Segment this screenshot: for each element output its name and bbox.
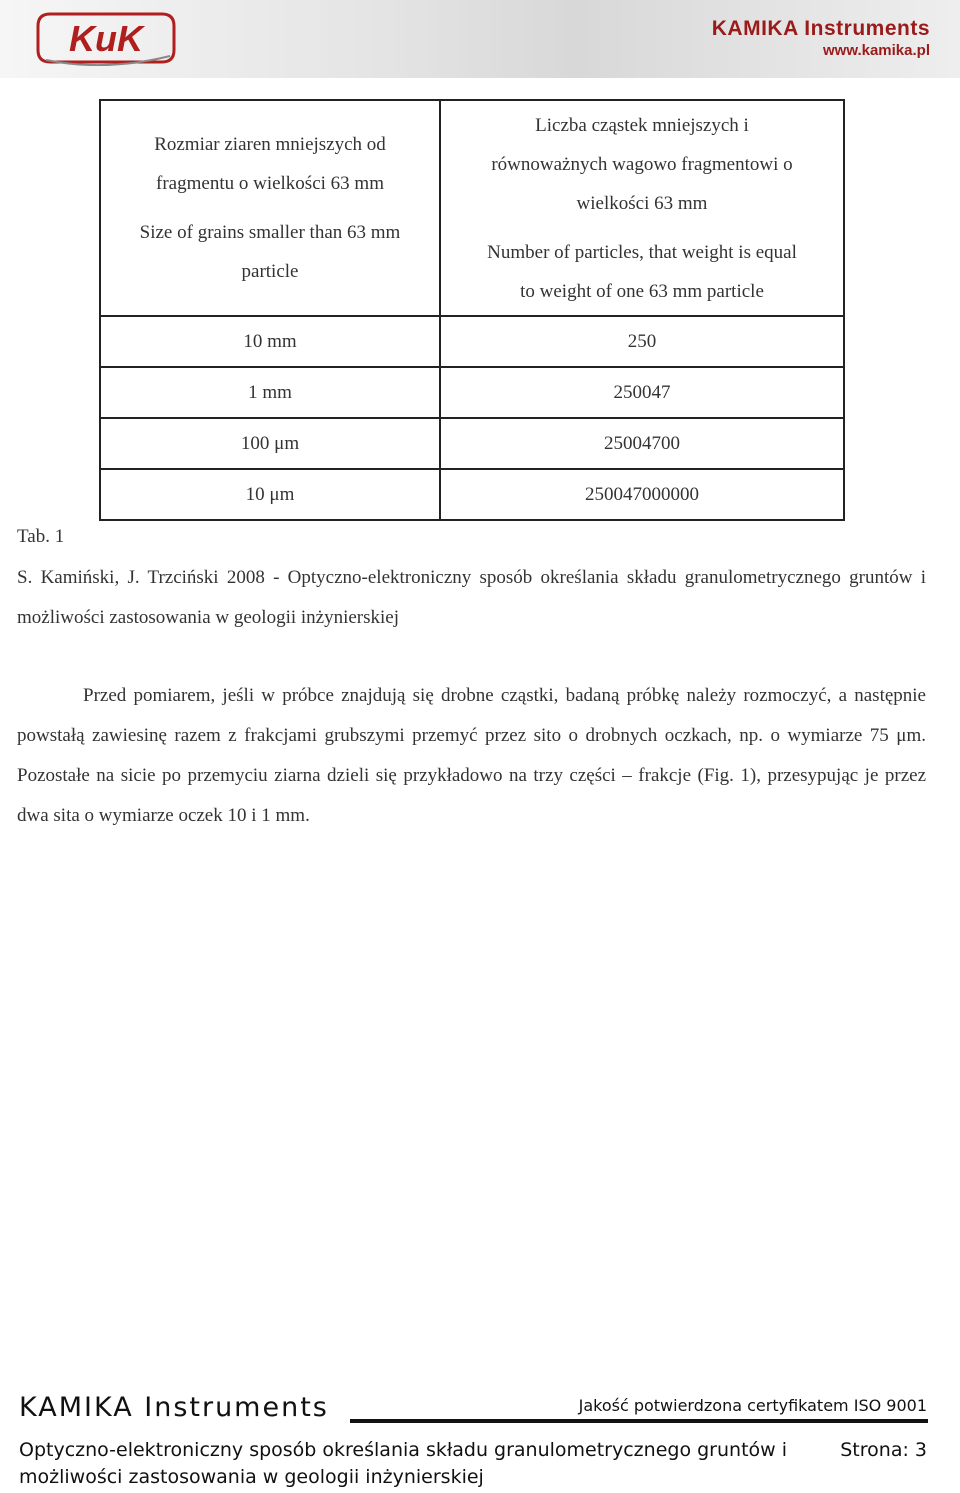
page-header: [0, 0, 960, 78]
cell-size: 1 mm: [100, 367, 440, 418]
header-line: Number of particles, that weight is equal: [487, 241, 797, 263]
header-line: to weight of one 63 mm particle: [520, 280, 764, 302]
citation-text: S. Kamiński, J. Trzciński 2008 - Optyczno-elektroniczny sposób określania składu granulometrycznego gruntów i możliwości zastosowania w geologii inżynierskiej: [17, 567, 926, 628]
header-cell-count: [440, 100, 844, 316]
particle-table: [99, 99, 845, 521]
brand-name: KAMIKA Instruments: [711, 17, 930, 40]
paragraph-text: Przed pomiarem, jeśli w próbce znajdują się drobne cząstki, badaną próbkę należy rozmoczyć, a następnie powstałą zawiesinę razem z frakcjami grubszymi przemyć przez sito o drobnych oczkach, np. o wymiarze 75 μm. Pozostałe na sicie po przemyciu ziarna dzieli się przykładowo na trzy części – frakcje (Fig. 1), przesypując je przez dwa sita o wymiarze oczek 10 i 1 mm.: [17, 685, 926, 826]
header-line: fragmentu o wielkości 63 mm: [156, 173, 384, 194]
table-caption: Tab. 1: [17, 526, 65, 547]
cell-size: 100 μm: [100, 418, 440, 469]
table-header-row: [100, 100, 844, 316]
table-row: [100, 367, 844, 418]
logo-text: KuK: [69, 18, 143, 59]
brand-url: www.kamika.pl: [823, 42, 930, 59]
header-line: Size of grains smaller than 63 mm: [139, 222, 401, 243]
cell-count: 25004700: [440, 418, 844, 469]
table-row: [100, 316, 844, 367]
body-paragraph: [17, 676, 926, 836]
footer-divider: [350, 1419, 928, 1423]
footer-brand: KAMIKA Instruments: [19, 1392, 329, 1423]
header-line: particle: [241, 261, 299, 282]
header-line: równoważnych wagowo fragmentowi o: [491, 153, 793, 175]
brand-block: [712, 18, 930, 60]
cell-size: 10 mm: [100, 316, 440, 367]
page-number: Strona: 3: [840, 1439, 927, 1461]
cell-count: 250047: [440, 367, 844, 418]
cell-count: 250047000000: [440, 469, 844, 520]
footer-certificate: Jakość potwierdzona certyfikatem ISO 9001: [578, 1396, 927, 1415]
cell-count: 250: [440, 316, 844, 367]
header-line: Liczba cząstek mniejszych i: [535, 114, 749, 136]
table-row: [100, 418, 844, 469]
cell-size: 10 μm: [100, 469, 440, 520]
header-cell-size: [100, 100, 440, 316]
table-row: [100, 469, 844, 520]
header-line: wielkości 63 mm: [576, 192, 708, 214]
header-line: Rozmiar ziaren mniejszych od: [154, 134, 386, 155]
kuk-logo: [36, 10, 178, 66]
footer-doc-title: Optyczno-elektroniczny sposób określania składu granulometrycznego gruntów i możliwości zastosowania w geologii inżynierskiej: [19, 1439, 787, 1488]
citation: [17, 558, 926, 638]
